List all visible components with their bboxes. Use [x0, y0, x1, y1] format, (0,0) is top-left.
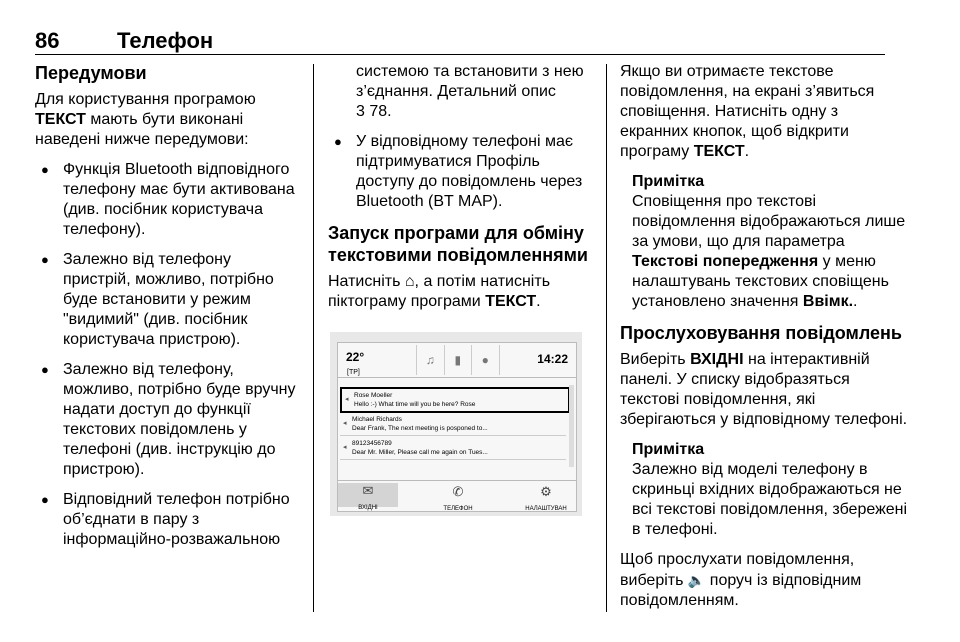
message-row[interactable]: ◂ Michael Richards Dear Frank, The next meeting is posponed to...: [340, 413, 566, 436]
section-heading-start-app: Запуск програми для обміну текстовими повідомленнями: [328, 223, 588, 265]
page-number: 86: [35, 28, 60, 53]
music-icon[interactable]: ♫: [416, 345, 444, 375]
list-item: ● У відповідному телефоні має підтримуватися Профіль доступу до повідомлень через Bluetooth (BT MAP).: [328, 132, 590, 212]
prerequisites-intro: Для користування програмою ТЕКСТ мають бути виконані наведені нижче передумови:: [35, 91, 256, 148]
scrollbar[interactable]: [569, 385, 574, 467]
section-heading-listen: Прослуховування повідомлень: [620, 323, 902, 343]
page-reference: 3 78.: [356, 103, 392, 120]
page-header: [35, 28, 885, 54]
notification-paragraph: Якщо ви отримаєте текстове повідомлення, на екрані з’явиться сповіщення. Натисніть одну з екранних кнопок, щоб відкрити програму ТЕКСТ.: [620, 63, 875, 160]
message-row-selected[interactable]: ◂ Rose Moeller Hello :-) What time will you be here? Rose: [340, 387, 570, 413]
column-2: [328, 62, 590, 516]
app-icons: [416, 345, 526, 375]
infotainment-screen: [337, 342, 577, 512]
map-list: [328, 132, 590, 212]
note-1: [620, 172, 910, 312]
phone-button[interactable]: ✆ ТЕЛЕФОН: [428, 484, 488, 516]
temperature: 22°: [346, 350, 365, 364]
list-item: ● Функція Bluetooth відповідного телефону має бути активована (див. посібник користувача телефону).: [35, 160, 303, 240]
settings-button[interactable]: ⚙ НАЛАШТУВАН: [516, 484, 576, 516]
note-body: Сповіщення про текстові повідомлення відображаються лише за умови, що для параметра Текстові попередження у меню налаштувань текстових сповіщень установлено значення Ввімк..: [632, 193, 906, 310]
header-rule: [35, 54, 885, 55]
status-bar: [338, 343, 576, 378]
speaker-icon[interactable]: ◂: [345, 396, 349, 403]
speaker-icon[interactable]: ◂: [343, 420, 347, 427]
start-app-paragraph: Натисніть ⌂, а потім натисніть піктограму програми ТЕКСТ.: [328, 273, 551, 310]
interaction-bar: [338, 480, 576, 511]
info-icon[interactable]: ●: [471, 345, 499, 375]
inbox-button[interactable]: ✉ ВХІДНІ: [338, 483, 398, 507]
column-divider-1: [313, 64, 314, 612]
prerequisites-list: [35, 160, 303, 550]
note-title: Примітка: [632, 441, 705, 458]
listen-paragraph: Виберіть ВХІДНІ на інтерактивній панелі. У списку відобразяться текстові повідомлення, які зберігаються у відповідному телефоні.: [620, 351, 908, 428]
chapter-title: Телефон: [117, 28, 214, 53]
gear-icon: ⚙: [540, 484, 552, 499]
section-heading-prerequisites: Передумови: [35, 63, 147, 83]
clock: 14:22: [537, 352, 568, 366]
blank-icon[interactable]: [499, 345, 527, 375]
phone-icon: ✆: [452, 484, 464, 499]
screenshot-figure: [330, 332, 582, 516]
continued-text: системою та встановити з нею з’єднання. Детальний опис 3 78.: [356, 63, 584, 120]
column-1: [35, 62, 303, 560]
list-item: ● Залежно від телефону пристрій, можливо, потрібно буде встановити у режим "видимий" (див. посібник користувача пристрою).: [35, 250, 303, 350]
speaker-icon: 🔈: [687, 572, 706, 588]
column-divider-2: [606, 64, 607, 612]
speaker-icon[interactable]: ◂: [343, 444, 347, 451]
play-paragraph: Щоб прослухати повідомлення, виберіть 🔈 поруч із відповідним повідомленням.: [620, 551, 862, 609]
note-title: Примітка: [632, 173, 705, 190]
envelope-icon: ✉: [362, 483, 374, 498]
note-2: [620, 440, 910, 540]
note-body: Залежно від моделі телефону в скриньці вхідних відображаються не всі текстові повідомлення, збережені в телефоні.: [632, 461, 908, 538]
tp-indicator: [TP]: [347, 369, 360, 376]
home-icon: ⌂: [404, 273, 415, 290]
list-item: ● Залежно від телефону, можливо, потрібно буде вручну надати доступ до функції текстових повідомлень у телефоні (див. інструкцію до пристрою).: [35, 360, 303, 480]
phone-app-icon[interactable]: ▮: [444, 345, 472, 375]
list-item: ● Відповідний телефон потрібно об’єднати в пару з інформаційно-розважальною: [35, 490, 303, 550]
column-3: [620, 62, 910, 621]
message-row[interactable]: ◂ 89123456789 Dear Mr. Miller, Please call me again on Tues...: [340, 437, 566, 460]
